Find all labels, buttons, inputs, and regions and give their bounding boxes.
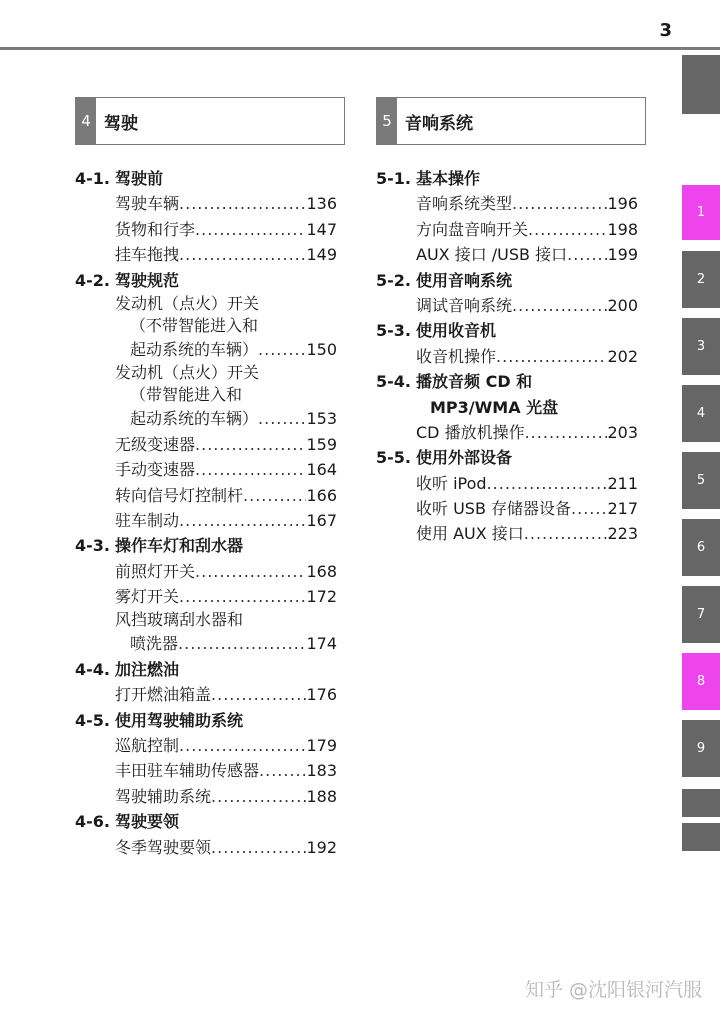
toc-entry-text: 巡航控制 xyxy=(115,736,180,756)
toc-entry-text: 雾灯开关 xyxy=(115,587,180,607)
toc-entry[interactable] xyxy=(75,508,337,533)
section-number: 4-6. xyxy=(75,812,110,832)
toc-entry[interactable] xyxy=(75,631,337,656)
toc-entry-text: 收听 iPod xyxy=(416,473,487,493)
dot-leader xyxy=(179,733,306,758)
section-heading[interactable] xyxy=(75,657,337,682)
toc-entry[interactable] xyxy=(376,191,638,216)
toc-page-number: 174 xyxy=(306,634,337,654)
page-number: 3 xyxy=(659,20,672,41)
section-heading[interactable] xyxy=(376,445,638,470)
section-number: 5-4. xyxy=(376,372,411,392)
chapter-tab-9[interactable]: 9 xyxy=(682,720,720,777)
toc-entry-text: 挂车拖拽 xyxy=(115,245,180,265)
section-title: 驾驶前 xyxy=(115,169,164,188)
toc-entry-text: 冬季驾驶要领 xyxy=(115,837,212,857)
section-title: 使用外部设备 xyxy=(416,448,513,468)
toc-entry-text: 无级变速器 xyxy=(115,434,196,454)
toc-entry-text: 驾驶车辆 xyxy=(115,194,180,214)
toc-page-number: 192 xyxy=(306,837,337,857)
toc-entry-text: 前照灯开关 xyxy=(115,561,196,581)
chapter-tab-blank-10[interactable] xyxy=(682,789,720,817)
section-title-continued: MP3/WMA 光盘 xyxy=(430,397,559,417)
toc-page-number: 168 xyxy=(306,561,337,581)
dot-leader xyxy=(512,191,607,216)
toc-entry-text: 调试音响系统 xyxy=(416,295,513,315)
toc-entry-line: （不带智能进入和 xyxy=(130,315,259,335)
toc-page-number: 153 xyxy=(306,409,337,429)
dot-leader xyxy=(524,521,608,546)
toc-chapter-4 xyxy=(75,166,337,860)
dot-leader xyxy=(195,457,306,482)
toc-entry[interactable] xyxy=(376,471,638,496)
chapter-tab-7[interactable]: 7 xyxy=(682,586,720,643)
toc-entry[interactable] xyxy=(75,682,337,707)
dot-leader xyxy=(525,420,608,445)
toc-entry[interactable] xyxy=(75,337,337,362)
section-title: 使用驾驶辅助系统 xyxy=(115,710,244,730)
section-title: 操作车灯和刮水器 xyxy=(115,536,244,556)
chapter-tab-5[interactable]: 5 xyxy=(682,452,720,509)
dot-leader xyxy=(178,631,306,656)
chapter-tab-8[interactable]: 8 xyxy=(682,653,720,710)
toc-entry[interactable] xyxy=(75,406,337,431)
section-heading[interactable] xyxy=(376,369,638,394)
section-heading[interactable] xyxy=(75,809,337,834)
section-title: 基本操作 xyxy=(416,169,481,188)
section-heading[interactable] xyxy=(75,533,337,558)
toc-page-number: 150 xyxy=(306,339,337,359)
toc-entry-text: 货物和行李 xyxy=(115,219,196,239)
dot-leader xyxy=(567,242,607,267)
toc-entry[interactable] xyxy=(75,483,337,508)
dot-leader xyxy=(258,337,306,362)
toc-page-number: 176 xyxy=(306,685,337,705)
toc-page-number: 202 xyxy=(607,346,638,366)
dot-leader xyxy=(496,344,607,369)
dot-leader xyxy=(179,584,306,609)
section-number: 5-1. xyxy=(376,169,411,188)
toc-entry-text: 使用 AUX 接口 xyxy=(416,524,524,544)
dot-leader xyxy=(528,217,607,242)
section-title: 驾驶要领 xyxy=(115,812,180,832)
section-number: 5-5. xyxy=(376,448,411,468)
section-heading[interactable] xyxy=(376,166,638,191)
chapter-tab-2[interactable]: 2 xyxy=(682,251,720,308)
toc-page-number: 159 xyxy=(306,434,337,454)
toc-entry-text: 转向信号灯控制杆 xyxy=(115,485,244,505)
toc-entry[interactable] xyxy=(75,784,337,809)
toc-page-number: 164 xyxy=(306,460,337,480)
chapter-5-number: 5 xyxy=(377,98,397,144)
toc-entry[interactable] xyxy=(376,496,638,521)
toc-entry-text: 音响系统类型 xyxy=(416,194,513,214)
toc-entry[interactable] xyxy=(75,217,337,242)
toc-page-number: 147 xyxy=(306,219,337,239)
dot-leader xyxy=(211,835,306,860)
toc-entry[interactable] xyxy=(376,420,638,445)
toc-entry[interactable] xyxy=(75,457,337,482)
chapter-4-number: 4 xyxy=(76,98,96,144)
toc-entry[interactable] xyxy=(75,242,337,267)
chapter-4-header xyxy=(75,97,345,145)
dot-leader xyxy=(211,682,306,707)
toc-entry[interactable] xyxy=(75,835,337,860)
watermark: 知乎 @沈阳银河汽服 xyxy=(524,979,702,1001)
dot-leader xyxy=(179,508,306,533)
toc-entry[interactable] xyxy=(376,242,638,267)
dot-leader xyxy=(512,293,607,318)
dot-leader xyxy=(179,242,306,267)
chapter-tab-4[interactable]: 4 xyxy=(682,385,720,442)
toc-entry-text: 驾驶辅助系统 xyxy=(115,786,212,806)
toc-entry[interactable] xyxy=(75,733,337,758)
toc-entry[interactable] xyxy=(75,191,337,216)
toc-entry-text: 收听 USB 存储器设备 xyxy=(416,499,572,519)
toc-page-number: 188 xyxy=(306,786,337,806)
chapter-tab-1[interactable]: 1 xyxy=(682,185,720,240)
dot-leader xyxy=(571,496,607,521)
toc-entry-text: 起动系统的车辆） xyxy=(130,339,259,359)
section-title: 播放音频 CD 和 xyxy=(416,372,533,392)
toc-entry-text: 方向盘音响开关 xyxy=(416,219,529,239)
section-title: 加注燃油 xyxy=(115,659,180,679)
toc-page-number: 203 xyxy=(607,422,638,442)
toc-page-number: 211 xyxy=(607,473,638,493)
toc-page-number: 200 xyxy=(607,295,638,315)
toc-page-number: 167 xyxy=(306,510,337,530)
chapter-5-title: 音响系统 xyxy=(405,113,473,134)
dot-leader xyxy=(243,483,306,508)
toc-entry-text: CD 播放机操作 xyxy=(416,422,525,442)
toc-entry[interactable] xyxy=(75,559,337,584)
toc-page-number: 183 xyxy=(306,761,337,781)
toc-page-number: 149 xyxy=(306,245,337,265)
chapter-4-title: 驾驶 xyxy=(104,113,138,134)
toc-page-number: 136 xyxy=(306,194,337,214)
toc-entry-line: 发动机（点火）开关 xyxy=(115,363,260,383)
section-heading[interactable] xyxy=(376,268,638,293)
toc-entry-text: 喷洗器 xyxy=(130,634,179,654)
section-heading[interactable] xyxy=(75,268,337,293)
section-number: 4-2. xyxy=(75,270,110,290)
toc-page-number: 217 xyxy=(607,499,638,519)
toc-entry[interactable] xyxy=(376,344,638,369)
section-number: 5-3. xyxy=(376,321,411,341)
section-number: 4-3. xyxy=(75,536,110,556)
dot-leader xyxy=(195,217,306,242)
chapter-tab-strip xyxy=(682,0,720,1016)
section-title: 驾驶规范 xyxy=(115,270,180,290)
dot-leader xyxy=(211,784,306,809)
toc-entry-text: 收音机操作 xyxy=(416,346,497,366)
section-heading[interactable] xyxy=(376,318,638,343)
toc-entry[interactable] xyxy=(75,584,337,609)
chapter-tab-blank-0[interactable] xyxy=(682,55,720,114)
toc-entry-text: AUX 接口 /USB 接口 xyxy=(416,245,568,265)
toc-page-number: 172 xyxy=(306,587,337,607)
chapter-tab-blank-11[interactable] xyxy=(682,823,720,851)
toc-entry-text: 打开燃油箱盖 xyxy=(115,685,212,705)
header-rule xyxy=(0,47,720,50)
section-title: 使用音响系统 xyxy=(416,270,513,290)
section-heading[interactable] xyxy=(75,708,337,733)
dot-leader xyxy=(259,758,306,783)
dot-leader xyxy=(195,432,306,457)
toc-entry[interactable] xyxy=(376,293,638,318)
toc-page-number: 196 xyxy=(607,194,638,214)
toc-page-number: 166 xyxy=(306,485,337,505)
toc-page-number: 179 xyxy=(306,736,337,756)
section-number: 4-4. xyxy=(75,659,110,679)
toc-entry-text: 起动系统的车辆） xyxy=(130,409,259,429)
section-number: 4-5. xyxy=(75,710,110,730)
toc-entry[interactable] xyxy=(376,521,638,546)
toc-entry-line: （带智能进入和 xyxy=(130,385,243,405)
section-number: 4-1. xyxy=(75,169,110,188)
dot-leader xyxy=(195,559,306,584)
toc-entry-line: 发动机（点火）开关 xyxy=(115,293,260,313)
toc-entry[interactable] xyxy=(75,758,337,783)
chapter-tab-3[interactable]: 3 xyxy=(682,318,720,375)
dot-leader xyxy=(179,191,306,216)
section-heading[interactable] xyxy=(75,166,337,191)
chapter-5-header xyxy=(376,97,646,145)
toc-entry-text: 驻车制动 xyxy=(115,510,180,530)
toc-page-number: 199 xyxy=(607,245,638,265)
section-number: 5-2. xyxy=(376,270,411,290)
toc-entry-line: 风挡玻璃刮水器和 xyxy=(115,610,244,630)
chapter-tab-6[interactable]: 6 xyxy=(682,519,720,576)
dot-leader xyxy=(258,406,306,431)
toc-entry-text: 手动变速器 xyxy=(115,460,196,480)
toc-entry[interactable] xyxy=(75,432,337,457)
section-title: 使用收音机 xyxy=(416,321,497,341)
toc-page-number: 223 xyxy=(607,524,638,544)
toc-page-number: 198 xyxy=(607,219,638,239)
toc-chapter-5 xyxy=(376,166,638,547)
toc-entry[interactable] xyxy=(376,217,638,242)
toc-entry-text: 丰田驻车辅助传感器 xyxy=(115,761,260,781)
dot-leader xyxy=(487,471,608,496)
